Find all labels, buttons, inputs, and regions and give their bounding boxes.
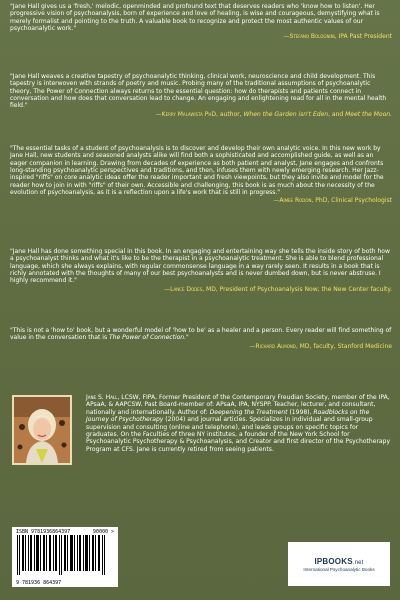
isbn-barcode <box>12 527 118 587</box>
endorsement-text: "Jane Hall has done something special in this book. In an engaging and entertaining way she tells the inside story of both how a psychoanalyst thinks and what it's like to be the therapist in a psychoanalytic treatment. She is able to blend professional language, which she always explains, with regular commonsense language in a way rarely seen. It results in a book that is richly annotated with the thoughts of many of our best psychoanalysts and is never dumbed down, but is never abstruse. I highly recommend it." <box>10 248 390 285</box>
price-code: 90000 > <box>92 529 114 535</box>
endorsement-attribution: —Aimee Rodon, PhD, Clinical Psychologist <box>273 197 392 205</box>
endorsement-attribution: —Stefano Bolognini, IPA Past President <box>283 33 392 41</box>
endorsement-dodes <box>10 248 392 293</box>
author-name: Jane S. Hall <box>86 394 118 401</box>
endorsement-bolognini <box>10 3 392 41</box>
publisher-name: IPBOOKS <box>314 556 353 566</box>
endorsement-attribution: —Lance Dodes, MD, President of Psychoanalysis Now; the New Center faculty. <box>164 285 392 293</box>
publisher-logo: IPBOOKS.net International Psychoanalytic Books <box>288 542 390 586</box>
author-photo <box>12 395 72 465</box>
barcode-bars <box>16 535 114 575</box>
author-portrait-image <box>14 397 70 463</box>
endorsement-almond <box>10 327 392 350</box>
endorsement-rodon <box>10 145 392 205</box>
endorsement-attribution: —Richard Almond, MD, faculty, Stanford Medicine <box>249 342 392 350</box>
endorsement-attribution: —Kerry Malawista PhD, author, When the Garden isn't Eden, and Meet the Moon. <box>155 110 392 118</box>
author-bio: Jane S. Hall, LCSW, FIPA, Former President of the Contemporary Freudian Society, member of the IPA, APsaA, & AAPCSW. Past Board-member of: APsaA, IPA, NYSPP. Teacher, lecturer, and consultant, nationally and internationally. Author of: Deepening the Treatment (1998), Roadblocks on the Journey of Psychotherapy (2004) and journal articles. Specializes in individual and small-group supervision and consulting (online and telephone), and leads groups on specific topics for graduates. On the Faculties of three NY institutes, a founder of the New York School for Psychoanalytic Psychotherapy & Psychoanalysis, and Creator and first director of the Psychotherapy Program at CFS. Jane is currently retired from seeing patients. <box>86 394 391 453</box>
barcode-digits: 9 781936 864397 <box>16 580 62 586</box>
endorsement-text: "This is not a 'how to' book, but a wonderful model of 'how to be' as a healer and a person. Every reader will find something of value in the conversation that is The Power of Connection." <box>10 327 392 342</box>
endorsement-text: "Jane Hall gives us a 'fresh,' melodic, openminded and profound text that deserves readers who 'know how to listen'. Her progressive vision of psychoanalysis, born of experience and love of healing, is wise and courageous, demystifying what is merely formalist and pointing to the truth. A valuable book to recognize and protect the most authentic values of our psychoanalytic work." <box>10 3 380 33</box>
publisher-tagline: International Psychoanalytic Books <box>303 566 375 572</box>
isbn-label: ISBN 9781936864397 <box>16 529 71 535</box>
endorsement-text: "The essential tasks of a student of psychoanalysis is to discover and develop their own analytic voice. In this new work by Jane Hall, new students and seasoned analysts alike will find both a sophisticated and accomplished guide, as well as an eager companion in learning. Drawing from decades of experience as both patient and analyst, Jane engages and confronts long-standing psychoanalytic perspectives and traditions, and then, infuses them with newly emerging research. Her Jazz-inspired "riffs" on core analytic ideas offer the reader important and fresh viewpoints, but they also invite and model for the reader how to join in with "riffs" of their own. Accessible and challenging, this book is as much about the necessity of the evolution of psychoanalysis, as it is a reflection upon a life's work that is still in progress." <box>10 145 384 197</box>
endorsement-text: "Jane Hall weaves a creative tapestry of psychoanalytic thinking, clinical work, neuroscience and child development. This tapestry is interwoven with strands of poetry and music. Probing many of the traditional assumptions of psychoanalytic theory, The Power of Connection always returns to the essential question: how do therapists and patients connect in conversation and how does that conversation lead to change. An engaging and enlightening read for all in the mental health field." <box>10 73 387 110</box>
endorsement-malawista <box>10 73 392 118</box>
